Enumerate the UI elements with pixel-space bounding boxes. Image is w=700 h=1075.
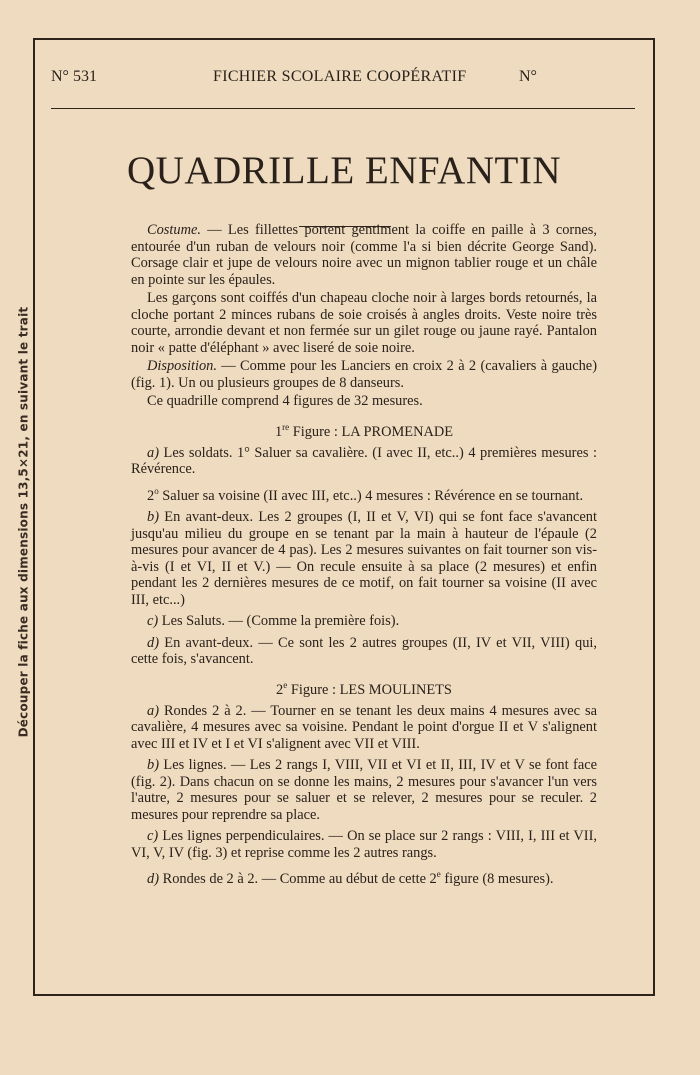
costume-label: Costume. (147, 222, 201, 238)
figure1-a2 (131, 483, 597, 504)
figure2-a-label: a) (147, 702, 159, 719)
figure1-c-text: Les Saluts. — (Comme la première fois). (158, 613, 400, 630)
figure1-d-label: d) (147, 634, 159, 651)
figure2-a (131, 703, 597, 753)
figure1-c-label: c) (147, 613, 159, 630)
figure1-b (131, 509, 597, 608)
figure2-heading-sup: e (283, 679, 288, 690)
figure2-b-label: b) (147, 757, 159, 774)
disposition-text: — Comme pour les Lanciers en croix 2 à 2 (cavaliers à gauche) (fig. 1). Un ou plusieurs groupes de 8 danseurs. (131, 358, 597, 391)
figure1-a-label: a) (147, 444, 159, 461)
quadrille-paragraph: Ce quadrille comprend 4 figures de 32 mesures. (147, 393, 423, 409)
figure1-a-text: Les soldats. 1° Saluer sa cavalière. (I avec II, etc..) 4 premières mesures : Révérence. (131, 444, 597, 478)
figure1-d (131, 635, 597, 668)
figure2-heading (131, 677, 597, 698)
sheet-number-label: N° (519, 68, 537, 85)
figure2-b-text: Les lignes. — Les 2 rangs I, VIII, VII et VI et II, III, IV et V se font face (fig. 2). Dans chacun on se donne les mains, 2 mesures pour s'avancer l'un vers l'autre, 2 mesures pour se saluer et se relever, 2 mesures pour se reculer. 2 mesures pour reprendre sa place. (131, 757, 597, 823)
figure1-a2-sup: o (154, 485, 159, 496)
figure1-heading-sup: re (282, 421, 290, 432)
figure1-heading (131, 419, 597, 440)
publication-name: FICHIER SCOLAIRE COOPÉRATIF (213, 68, 467, 85)
sheet-number: N° 531 (51, 68, 97, 85)
figure1-b-text: En avant-deux. Les 2 groupes (I, II et V, VI) qui se font face s'avancent jusqu'au milieu du groupe en se tenant par la main à hauteur de l'épaule (2 mesures pour avancer de 4 pas). Les 2 mesures suivantes on fait tourner son vis-à-vis (I et VI, II et V.) — On recule ensuite à sa place (2 mesures) et enfin pendant les 2 dernières mesures de ce motif, on fait tourner sa voisine (II avec III, etc...) (131, 509, 597, 608)
figure1-d-text: En avant-deux. — Ce sont les 2 autres groupes (II, IV et VII, VIII) qui, cette fois, s'avancent. (131, 634, 597, 668)
garcons-paragraph: Les garçons sont coiffés d'un chapeau cloche noir à larges bords retournés, la cloche portant 2 minces rubans de soie croisés à angles droits. Veste noire très courte, arrondie devant et non fermée sur un gilet rouge ou jaune rayé. Pantalon noir « patte d'éléphant » avec liseré de soie noire. (131, 290, 597, 356)
disposition-paragraph (131, 358, 597, 391)
cutting-instruction (14, 306, 32, 738)
figure2-d-text-2: figure (8 mesures). (440, 871, 554, 888)
page-title: QUADRILLE ENFANTIN (127, 149, 561, 192)
disposition-label: Disposition. (147, 358, 217, 374)
figure1-b-label: b) (147, 509, 159, 526)
costume-paragraph (131, 222, 597, 288)
figure2-d-sup: e (436, 869, 441, 880)
figure1-a2-text: Saluer sa voisine (II avec III, etc..) 4 mesures : Révérence en se tournant. (158, 487, 584, 504)
figure2-heading-text: Figure : LES MOULINETS (287, 681, 452, 698)
figure2-d-text-1: Rondes de 2 à 2. — Comme au début de cette 2 (159, 871, 437, 888)
figure1-heading-num: 1 (274, 423, 283, 440)
figure2-c-label: c) (147, 828, 159, 845)
figure2-d-label: d) (147, 871, 159, 888)
article-body (131, 222, 597, 890)
card-frame (33, 38, 655, 996)
page-header (51, 64, 635, 109)
figure2-b (131, 757, 597, 823)
figure2-a-text: Rondes 2 à 2. — Tourner en se tenant les deux mains 4 mesures avec sa cavalière, 4 mesures avec sa voisine. Pendant le point d'orgue II et V s'alignent avec III et IV et I et VI s'alignent avec VII et VIII. (131, 702, 597, 752)
figure2-heading-num: 2 (276, 681, 284, 698)
figure1-c (131, 613, 597, 630)
cutting-instruction-text: Découper la fiche aux dimensions 13,5×21, en suivant le trait (16, 306, 31, 738)
figure1-a2-num: 2 (147, 487, 155, 504)
figure1-a (131, 445, 597, 478)
costume-text: — Les fillettes portent gentiment la coiffe en paille à 3 cornes, entourée d'un ruban de velours noir (comme l'a si bien décrite George Sand). Corsage clair et jupe de velours noire avec un mignon tablier rouge et un châle en pointe sur les épaules. (131, 222, 597, 288)
figure2-c-text: Les lignes perpendiculaires. — On se place sur 2 rangs : VIII, I, III et VII, VI, V, IV (fig. 3) et reprise comme les 2 autres rangs. (131, 828, 597, 861)
figure2-d (131, 866, 597, 887)
figure2-c (131, 828, 597, 861)
figure1-heading-text: Figure : LA PROMENADE (289, 423, 454, 440)
